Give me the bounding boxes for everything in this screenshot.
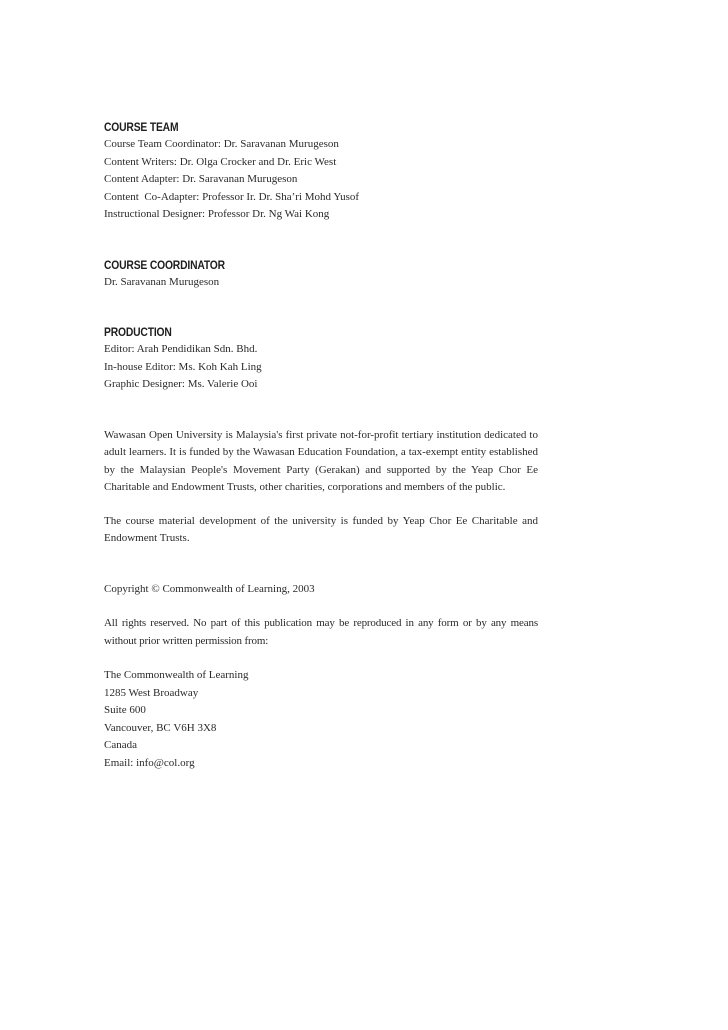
copyright-section — [104, 581, 538, 651]
address-street: 1285 West Broadway — [104, 686, 199, 699]
course-team-section — [104, 119, 538, 224]
document-page — [104, 119, 538, 772]
course-coordinator-name: Dr. Saravanan Murugeson — [104, 275, 220, 288]
course-coordinator-section — [104, 257, 538, 292]
address-email: Email: info@col.org — [104, 756, 195, 769]
graphic-designer: Graphic Designer: Ms. Valerie Ooi — [104, 378, 258, 390]
course-team-heading: COURSE TEAM — [104, 120, 179, 134]
address-section — [104, 667, 538, 772]
course-team-coordinator: Course Team Coordinator: Dr. Saravanan Murugeson — [104, 138, 339, 150]
copyright-notice: Copyright © Commonwealth of Learning, 2003 — [104, 582, 315, 595]
content-adapter: Content Adapter: Dr. Saravanan Murugeson — [104, 173, 298, 185]
production-section — [104, 324, 538, 394]
production-heading: PRODUCTION — [104, 325, 172, 339]
rights-statement: All rights reserved. No part of this publication may be reproduced in any form or by any means without prior written permission from: — [104, 617, 538, 647]
address-country: Canada — [104, 739, 137, 751]
content-writers: Content Writers: Dr. Olga Crocker and Dr. Eric West — [104, 155, 337, 168]
address-suite: Suite 600 — [104, 704, 146, 716]
course-coordinator-heading: COURSE COORDINATOR — [104, 257, 225, 272]
address-city: Vancouver, BC V6H 3X8 — [104, 721, 217, 734]
in-house-editor: In-house Editor: Ms. Koh Kah Ling — [104, 360, 262, 373]
address-organisation: The Commonwealth of Learning — [104, 669, 249, 681]
about-section — [104, 427, 538, 548]
content-co-adapter: Content Co-Adapter: Professor Ir. Dr. Sha’ri Mohd Yusof — [104, 190, 360, 203]
about-paragraph-1: Wawasan Open University is Malaysia's first private not-for-profit tertiary institution dedicated to adult learners. It is funded by the Wawasan Education Foundation, a tax-exempt entity established by the Malaysian People's Movement Party (Gerakan) and supported by the Yeap Chor Ee Charitable and Endowment Trusts, other charities, corporations and members of the public. — [104, 428, 538, 493]
production-editor: Editor: Arah Pendidikan Sdn. Bhd. — [104, 343, 258, 355]
instructional-designer: Instructional Designer: Professor Dr. Ng Wai Kong — [104, 208, 330, 220]
about-paragraph-2: The course material development of the university is funded by Yeap Chor Ee Charitable and Endowment Trusts. — [104, 514, 538, 544]
